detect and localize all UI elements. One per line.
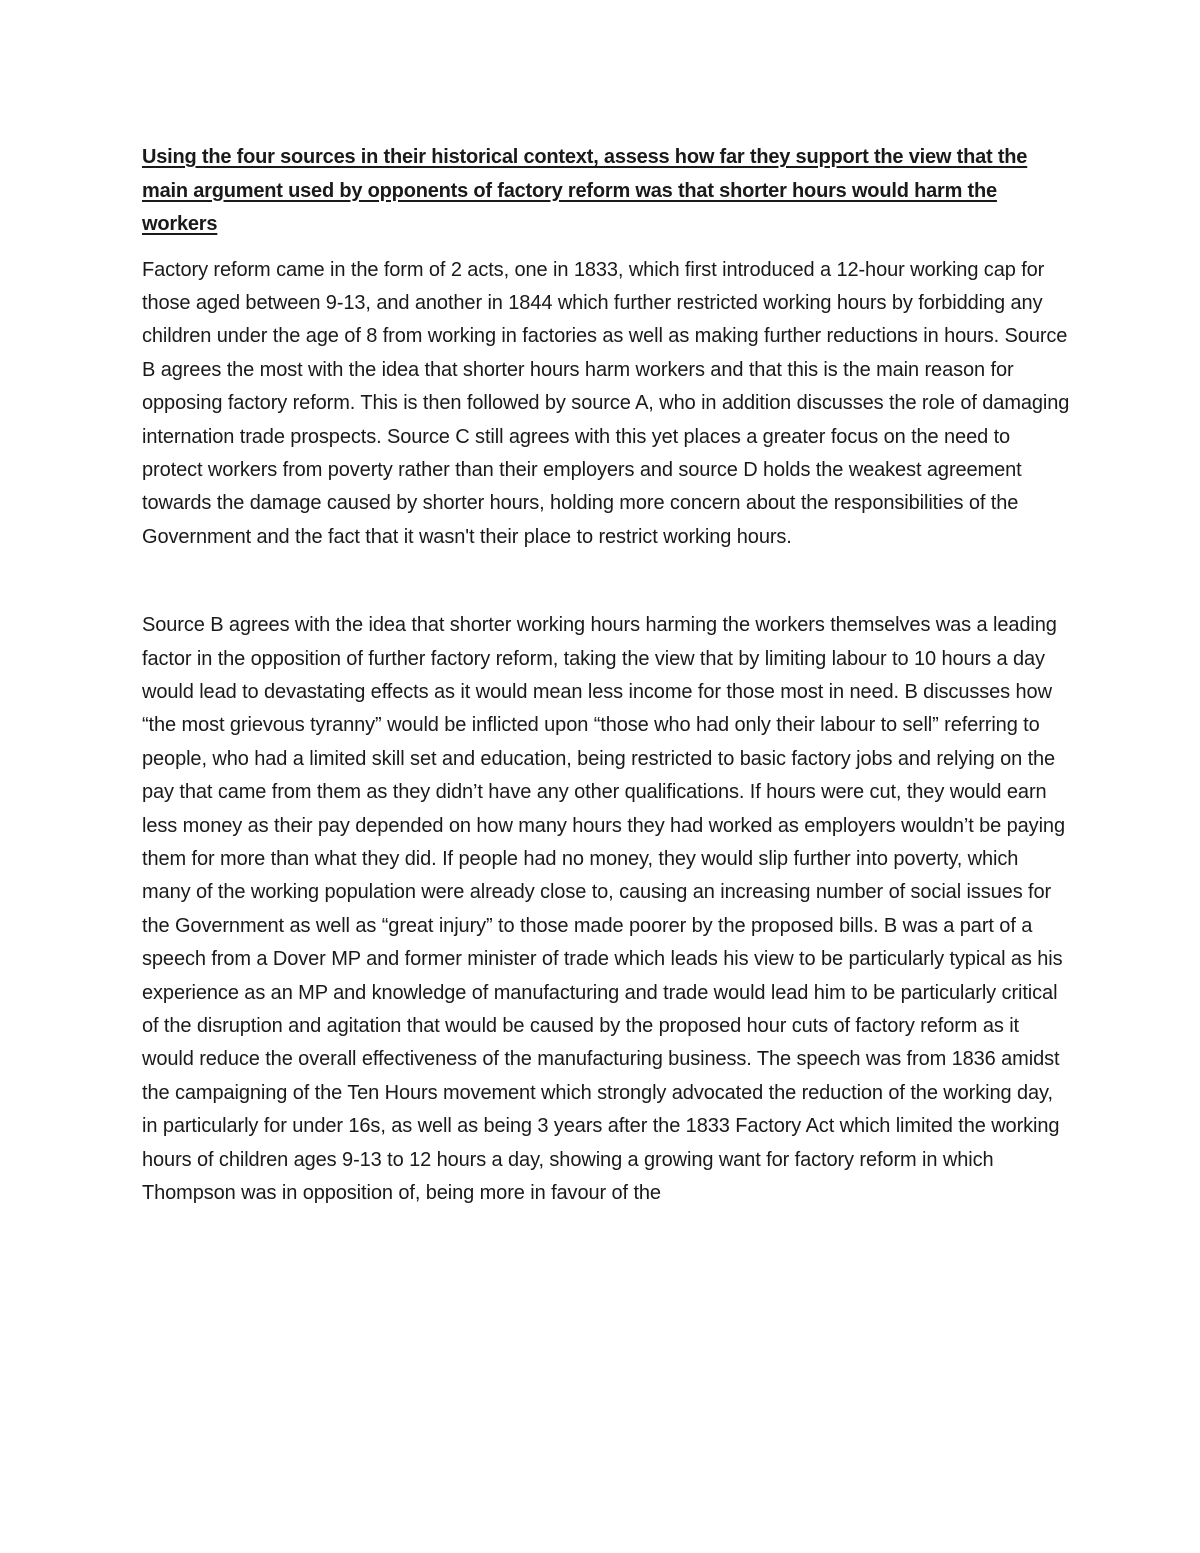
introduction-paragraph: Factory reform came in the form of 2 acts, one in 1833, which first introduced a 12-hour working cap for those aged between 9-13, and another in 1844 which further restricted working hours by forbidding any children under the age of 8 from working in factories as well as making further reductions in hours. Source B agrees the most with the idea that shorter hours harm workers and that this is the main reason for opposing factory reform. This is then followed by source A, who in addition discusses the role of damaging internation trade prospects. Source C still agrees with this yet places a greater focus on the need to protect workers from poverty rather than their employers and source D holds the weakest agreement towards the damage caused by shorter hours, holding more concern about the responsibilities of the Government and the fact that it wasn't their place to restrict working hours. xyxy=(142,258,1070,548)
source-b-paragraph: Source B agrees with the idea that shorter working hours harming the workers themselves was a leading factor in the opposition of further factory reform, taking the view that by limiting labour to 10 hours a day would lead to devastating effects as it would mean less income for those most in need. B discusses how “the most grievous tyranny” would be inflicted upon “those who had only their labour to sell” referring to people, who had a limited skill set and education, being restricted to basic factory jobs and relying on the pay that came from them as they didn’t have any other qualifications. If hours were cut, they would earn less money as their pay depended on how many hours they had worked as employers wouldn’t be paying them for more than what they did. If people had no money, they would slip further into poverty, which many of the working population were already close to, causing an increasing number of social issues for the Government as well as “great injury” to those made poorer by the proposed bills. B was a part of a speech from a Dover MP and former minister of trade which leads his view to be particularly typical as his experience as an MP and knowledge of manufacturing and trade would lead him to be particularly critical of the disruption and agitation that would be caused by the proposed hour cuts of factory reform as it would reduce the overall effectiveness of the manufacturing business. The speech was from 1836 amidst the campaigning of the Ten Hours movement which strongly advocated the reduction of the working day, in particularly for under 16s, as well as being 3 years after the 1833 Factory Act which limited the working hours of children ages 9-13 to 12 hours a day, showing a growing want for factory reform in which Thompson was in opposition of, being more in favour of the xyxy=(142,614,1065,1205)
essay-question-title: Using the four sources in their historical context, assess how far they support the view that the main argument used by opponents of factory reform was that shorter hours would harm the workers xyxy=(142,146,1028,235)
document-body xyxy=(142,141,1072,1210)
